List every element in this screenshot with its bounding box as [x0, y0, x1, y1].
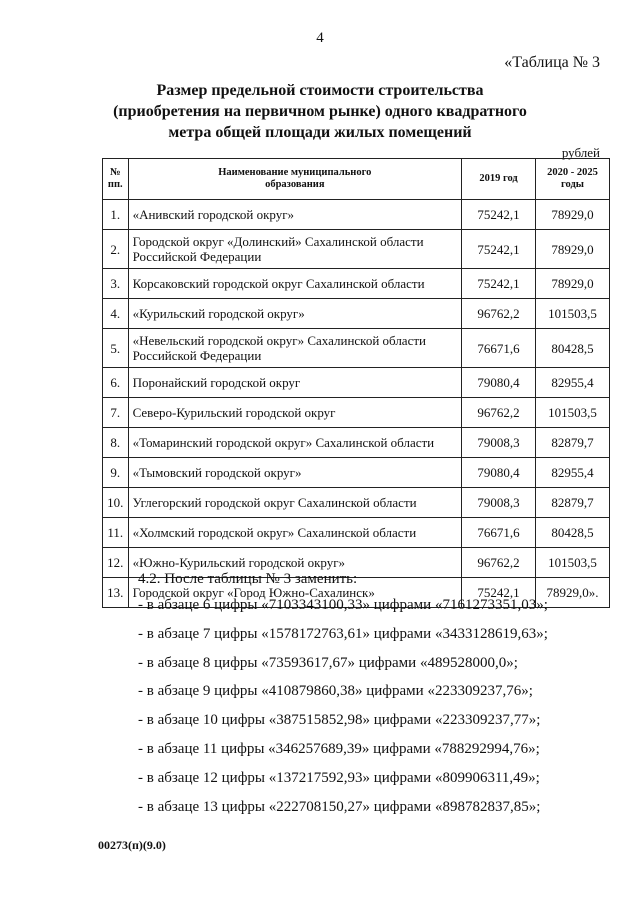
header-num-line: пп. [107, 179, 123, 190]
title-line: Размер предельной стоимости строительства [156, 82, 484, 99]
table-row [103, 299, 610, 329]
table-row [103, 398, 610, 428]
cell-2020-2025: 82955,4 [536, 368, 610, 398]
cell-2019: 79080,4 [462, 368, 536, 398]
table-title [60, 80, 580, 143]
cell-name: Северо-Курильский городской округ [128, 398, 461, 428]
title-line: (приобретения на первичном рынке) одного квадратного [113, 103, 527, 120]
cell-2019: 76671,6 [462, 329, 536, 368]
cell-2020-2025: 78929,0». [536, 578, 610, 608]
cell-name: «Холмский городской округ» Сахалинской области [128, 518, 461, 548]
amendment-line: - в абзаце 8 цифры «73593617,67» цифрами «489528000,0»; [138, 654, 518, 671]
page-number: 4 [316, 30, 324, 46]
amendment-line: - в абзаце 9 цифры «410879860,38» цифрами «223309237,76»; [138, 683, 533, 700]
cell-name: Углегорский городской округ Сахалинской области [128, 488, 461, 518]
header-2020-line: годы [561, 179, 584, 190]
cell-name: «Курильский городской округ» [128, 299, 461, 329]
title-line: метра общей площади жилых помещений [168, 124, 472, 141]
cell-2020-2025: 82879,7 [536, 428, 610, 458]
amendment-line: - в абзаце 11 цифры «346257689,39» цифрами «788292994,76»; [138, 740, 540, 757]
unit-label: рублей [561, 145, 600, 160]
cell-num: 8. [103, 428, 129, 458]
header-2020-line: 2020 - 2025 [547, 167, 598, 178]
cell-2020-2025: 80428,5 [536, 329, 610, 368]
header-2020-2025 [536, 159, 610, 200]
amendment-line: - в абзаце 13 цифры «222708150,27» цифрами «898782837,85»; [138, 798, 541, 815]
cell-name: Корсаковский городской округ Сахалинской области [128, 269, 461, 299]
cell-2020-2025: 78929,0 [536, 269, 610, 299]
cell-num: 10. [103, 488, 129, 518]
cell-num: 13. [103, 578, 129, 608]
cell-num: 6. [103, 368, 129, 398]
document-code: 00273(п)(9.0) [98, 838, 166, 852]
header-name-line: образования [265, 179, 325, 190]
cell-num: 1. [103, 200, 129, 230]
amendment-line: - в абзаце 12 цифры «137217592,93» цифрами «809906311,49»; [138, 769, 540, 786]
cell-2019: 76671,6 [462, 518, 536, 548]
cell-2019: 75242,1 [462, 200, 536, 230]
cell-2020-2025: 78929,0 [536, 200, 610, 230]
cell-2020-2025: 78929,0 [536, 230, 610, 269]
cell-name: «Анивский городской округ» [128, 200, 461, 230]
amendment-line: - в абзаце 6 цифры «7103343100,33» цифрами «7161273351,03»; [138, 597, 548, 613]
amendment-line: - в абзаце 10 цифры «387515852,98» цифрами «223309237,77»; [138, 712, 541, 729]
amendment-line: - в абзаце 7 цифры «1578172763,61» цифрами «3433128619,63»; [138, 625, 548, 642]
cell-name: «Южно-Курильский городской округ» [128, 548, 461, 578]
table-row [103, 518, 610, 548]
cell-2019: 96762,2 [462, 398, 536, 428]
header-num-line: № [110, 167, 121, 178]
cell-2019: 75242,1 [462, 269, 536, 299]
amendments-heading: 4.2. После таблицы № 3 заменить: [138, 571, 358, 587]
cell-num: 4. [103, 299, 129, 329]
cell-num: 9. [103, 458, 129, 488]
header-name-line: Наименование муниципального [218, 167, 372, 178]
cell-name: «Томаринский городской округ» Сахалинской области [128, 428, 461, 458]
table-reference: «Таблица № 3 [504, 54, 600, 71]
cell-2019: 79008,3 [462, 428, 536, 458]
cell-name: «Невельский городской округ» Сахалинской области Российской Федерации [128, 329, 461, 368]
header-num [103, 159, 129, 200]
cell-2019: 96762,2 [462, 548, 536, 578]
cell-name: Поронайский городской округ [128, 368, 461, 398]
cell-2020-2025: 101503,5 [536, 398, 610, 428]
cell-2019: 75242,1 [462, 230, 536, 269]
cell-num: 5. [103, 329, 129, 368]
cell-2020-2025: 82955,4 [536, 458, 610, 488]
table-row [103, 368, 610, 398]
table-header-row [103, 159, 610, 200]
cell-2019: 96762,2 [462, 299, 536, 329]
price-table [102, 158, 610, 608]
table-row [103, 488, 610, 518]
table-row [103, 269, 610, 299]
table-row [103, 428, 610, 458]
cell-num: 7. [103, 398, 129, 428]
table-row [103, 200, 610, 230]
cell-2019: 79008,3 [462, 488, 536, 518]
cell-name: «Тымовский городской округ» [128, 458, 461, 488]
table-row [103, 458, 610, 488]
cell-num: 11. [103, 518, 129, 548]
cell-num: 3. [103, 269, 129, 299]
cell-2020-2025: 82879,7 [536, 488, 610, 518]
header-2019: 2019 год [462, 159, 536, 200]
cell-name: Городской округ «Город Южно-Сахалинск» [128, 578, 461, 608]
table-row [103, 329, 610, 368]
cell-2019: 75242,1 [462, 578, 536, 608]
cell-2020-2025: 80428,5 [536, 518, 610, 548]
table-row [103, 230, 610, 269]
cell-num: 2. [103, 230, 129, 269]
amendments-section [138, 568, 618, 824]
cell-num: 12. [103, 548, 129, 578]
cell-2020-2025: 101503,5 [536, 299, 610, 329]
header-name [128, 159, 461, 200]
cell-2019: 79080,4 [462, 458, 536, 488]
cell-name: Городской округ «Долинский» Сахалинской области Российской Федерации [128, 230, 461, 269]
cell-2020-2025: 101503,5 [536, 548, 610, 578]
